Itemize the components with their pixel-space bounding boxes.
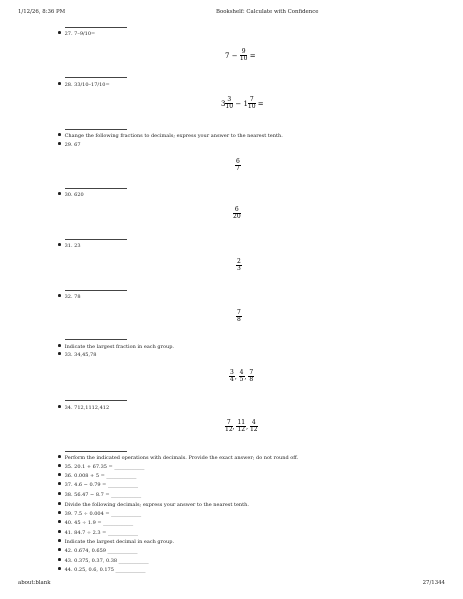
answer-line	[65, 339, 127, 340]
list-item-33: 33. 34,45,78	[58, 352, 96, 359]
list-item-34: 34. 712,1112,412	[58, 405, 109, 412]
list-item-36: 36. 0.008 + 5 = ____________	[58, 473, 136, 480]
footer-page-number: 27/1344	[422, 580, 445, 586]
math-28: 3 $\frac{3}{10}$ − 1 $\frac{7}{10}$ =	[221, 96, 264, 111]
list-item-31: 31. 23	[58, 243, 81, 250]
list-item-32: 32. 78	[58, 294, 81, 301]
answer-line	[65, 400, 127, 401]
answer-line	[65, 239, 127, 240]
list-item-27: 27. 7–9/10=	[58, 31, 95, 38]
answer-line	[65, 77, 127, 78]
header-title: Bookshelf: Calculate with Confidence	[216, 9, 319, 15]
math-31: $\frac{2}{3}$	[237, 258, 241, 273]
list-item-39: 39. 7.5 ÷ 0.004 = ____________	[58, 511, 141, 518]
answer-line	[65, 188, 127, 189]
list-item-40: 40. 45 ÷ 1.9 = ____________	[58, 520, 133, 527]
list-item-29: 29. 67	[58, 142, 81, 149]
math-32: $\frac{7}{8}$	[237, 309, 241, 324]
header-datetime: 1/12/26, 8:36 PM	[18, 9, 66, 15]
list-item-44: 44. 0.25, 0.6, 0.175 ____________	[58, 567, 145, 574]
answer-line	[65, 27, 127, 28]
math-30: $\frac{6}{20}$	[233, 206, 241, 221]
list-item-38: 38. 56.47 − 8.7 = ____________	[58, 492, 141, 499]
instruction-divide: Divide the following decimals; express your answer to the nearest tenth.	[58, 502, 249, 509]
list-item-37: 37. 4.6 − 0.79 = ____________	[58, 482, 138, 489]
list-item-35: 35. 20.1 + 67.35 = ____________	[58, 464, 144, 471]
list-item-43: 43. 0.375, 0.37, 0.38 ____________	[58, 558, 149, 565]
math-34: $\frac{7}{12}$ , $\frac{11}{12}$ , $\frac{4}{12}$	[225, 419, 258, 434]
instruction-decimals: Change the following fractions to decimals; express your answer to the nearest tenth.	[58, 133, 283, 140]
math-27: 7 − $\frac{9}{10}$ =	[225, 48, 256, 63]
list-item-30: 30. 620	[58, 192, 84, 199]
list-item-28: 28. 33/10–17/10=	[58, 82, 110, 89]
answer-line	[65, 290, 127, 291]
footer-url: about:blank	[18, 580, 51, 586]
answer-line	[65, 451, 127, 452]
instruction-largest-fraction: Indicate the largest fraction in each group.	[58, 344, 174, 351]
instruction-largest-decimal: Indicate the largest decimal in each group.	[58, 539, 174, 546]
math-33: $\frac{3}{4}$ , $\frac{4}{5}$ , $\frac{7}{8}$	[230, 369, 254, 384]
list-item-41: 41. 84.7 ÷ 2.3 = ____________	[58, 530, 138, 537]
instruction-decimal-ops: Perform the indicated operations with decimals. Provide the exact answer; do not round off.	[58, 455, 298, 462]
math-29: $\frac{6}{7}$	[236, 158, 240, 173]
list-item-42: 42. 0.674, 0.659 ____________	[58, 548, 138, 555]
answer-line	[65, 129, 127, 130]
